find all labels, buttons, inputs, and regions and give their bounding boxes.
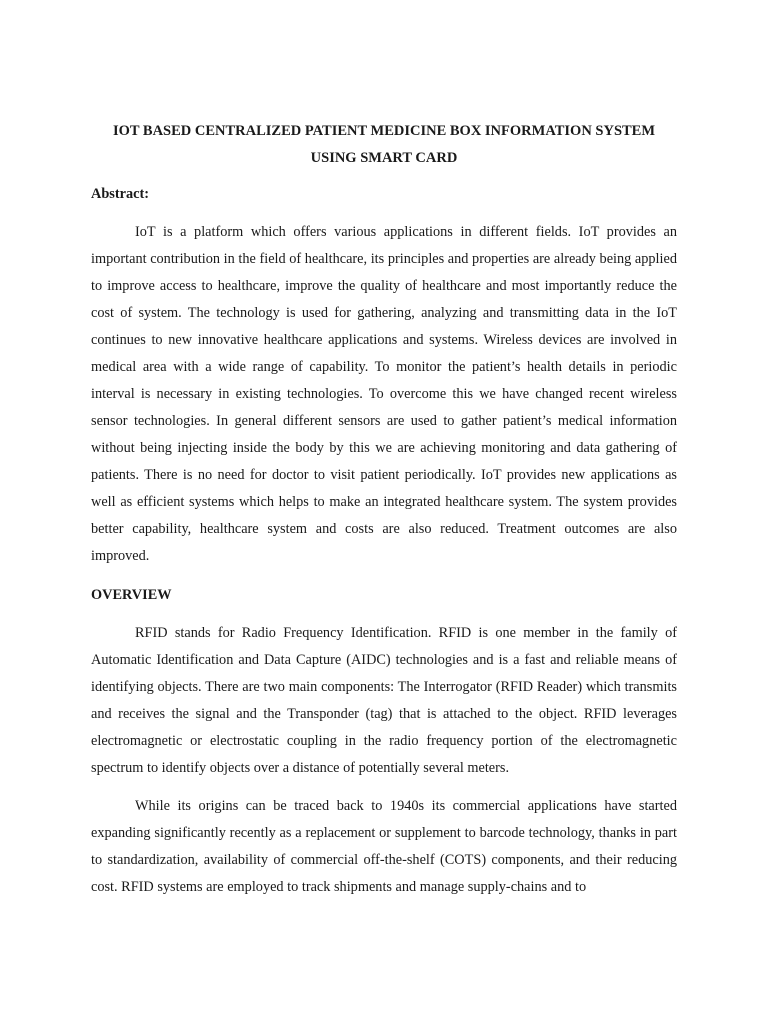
overview-paragraph: RFID stands for Radio Frequency Identification. RFID is one member in the family of Automatic Identification and Data Capture (AIDC) technologies and is a fast and reliable means of identifying objects. There are two main components: The Interrogator (RFID Reader) which transmits and receives the signal and the Transponder (tag) that is attached to the object. RFID leverages electromagnetic or electrostatic coupling in the radio frequency portion of the electromagnetic spectrum to identify objects over a distance of potentially several meters. [91, 625, 677, 776]
abstract-heading: Abstract: [91, 186, 149, 202]
overview-heading: OVERVIEW [91, 587, 172, 603]
paper-title-line-1: IOT BASED CENTRALIZED PATIENT MEDICINE BOX INFORMATION SYSTEM [112, 123, 656, 139]
abstract-paragraph: IoT is a platform which offers various applications in different fields. IoT provides an important contribution in the field of healthcare, its principles and properties are already being applied to improve access to healthcare, improve the quality of healthcare and most importantly reduce the cost of system. The technology is used for gathering, analyzing and transmitting data in the IoT continues to new innovative healthcare applications and systems. Wireless devices are involved in medical area with a wide range of capability. To monitor the patient’s health details in periodic interval is necessary in existing technologies. To overcome this we have changed recent wireless sensor technologies. In general different sensors are used to gather patient’s medical information without being injecting inside the body by this we are achieving monitoring and data gathering of patients. There is no need for doctor to visit patient periodically. IoT provides new applications as well as efficient systems which helps to make an integrated healthcare system. The system provides better capability, healthcare system and costs are also reduced. Treatment outcomes are also improved. [91, 224, 677, 564]
paper-title-line-2: USING SMART CARD [310, 150, 458, 166]
paper-title [91, 118, 677, 172]
document-page [91, 118, 677, 901]
origins-paragraph: While its origins can be traced back to 1940s its commercial applications have started expanding significantly recently as a replacement or supplement to barcode technology, thanks in part to standardization, availability of commercial off-the-shelf (COTS) components, and their reducing cost. RFID systems are employed to track shipments and manage supply-chains and to [91, 798, 677, 895]
